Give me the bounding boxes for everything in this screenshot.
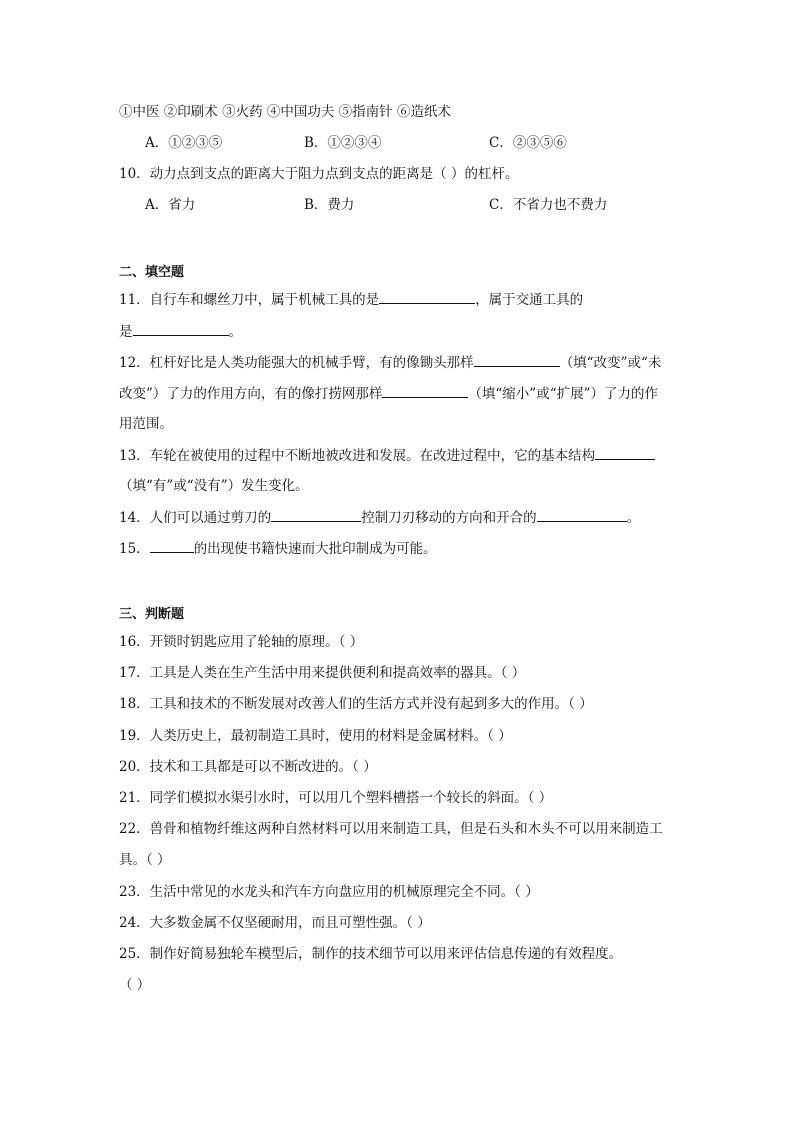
q16-line: 16．开锁时钥匙应用了轮轴的原理。（ ） [119, 634, 364, 650]
q9-option-c: C．②③⑤⑥ [489, 135, 567, 151]
q9-items: ①中医 ②印刷术 ③火药 ④中国功夫 ⑤指南针 ⑥造纸术 [119, 104, 451, 120]
q12-line3: 用范围。 [119, 416, 173, 432]
q19-line: 19．人类历史上，最初制造工具时，使用的材料是金属材料。（ ） [119, 728, 512, 744]
q15-line [119, 539, 437, 558]
q10-option-c: C．不省力也不费力 [489, 197, 608, 213]
q14-text-1: 14．人们可以通过剪刀的 [119, 510, 272, 526]
q12-text-3: 改变”）了力的作用方向，有的像打捞网那样 [119, 386, 383, 402]
q14-line [119, 508, 640, 527]
q25-line2: （ ） [119, 977, 151, 993]
q9-option-b: B．①②③④ [304, 135, 382, 151]
q14-text-3: 。 [626, 510, 641, 526]
q11-text-1: 11．自行车和螺丝刀中，属于机械工具的是 [119, 292, 380, 308]
q11-line2 [119, 322, 242, 341]
q12-text-4: （填“缩小”或“扩展”）了力的作 [468, 386, 659, 402]
q12-line2 [119, 384, 658, 403]
q9-option-a: A．①②③⑤ [145, 135, 223, 151]
q11-text-2: ，属于交通工具的 [475, 292, 584, 308]
section-judgement-title: 三、判断题 [119, 607, 185, 622]
q18-line: 18．工具和技术的不断发展对改善人们的生活方式并没有起到多大的作用。（ ） [119, 696, 593, 712]
q24-line: 24．大多数金属不仅坚硬耐用，而且可塑性强。（ ） [119, 915, 431, 931]
q15-number: 15． [119, 541, 150, 557]
q10-stem: 10．动力点到支点的距离大于阻力点到支点的距离是（ ）的杠杆。 [119, 166, 519, 182]
q12-blank-2[interactable] [382, 384, 468, 398]
q12-text-2: （填“改变”或“未 [559, 355, 662, 371]
q10-option-b: B．费力 [304, 197, 355, 213]
q13-line1 [119, 446, 655, 465]
q11-text-3: 是 [119, 324, 133, 340]
q25-line1: 25．制作好简易独轮车模型后，制作的技术细节可以用来评估信息传递的有效程度。 [119, 946, 623, 962]
q15-blank[interactable] [150, 539, 194, 553]
q12-blank-1[interactable] [474, 353, 560, 367]
q14-blank-2[interactable] [537, 508, 627, 522]
q12-line1 [119, 353, 661, 372]
q11-line1 [119, 290, 583, 309]
q10-option-a: A．省力 [145, 197, 196, 213]
q17-line: 17．工具是人类在生产生活中用来提供便利和提高效率的器具。（ ） [119, 665, 526, 681]
q13-line2: （填“有”或“没有”）发生变化。 [119, 478, 309, 494]
q20-line: 20．技术和工具都是可以不断改进的。（ ） [119, 759, 377, 775]
q22-line1: 22．兽骨和植物纤维这两种自然材料可以用来制造工具，但是石头和木头不可以用来制造工 [119, 821, 663, 837]
q11-text-4: 。 [228, 324, 242, 340]
q21-line: 21．同学们模拟水渠引水时，可以用几个塑料槽搭一个较长的斜面。（ ） [119, 790, 553, 806]
q13-text-1: 13．车轮在被使用的过程中不断地被改进和发展。在改进过程中，它的基本结构 [119, 448, 596, 464]
q23-line: 23．生活中常见的水龙头和汽车方向盘应用的机械原理完全不同。（ ） [119, 884, 539, 900]
q13-blank[interactable] [595, 446, 655, 460]
q14-text-2: 控制刀刃移动的方向和开合的 [361, 510, 537, 526]
q11-blank-1[interactable] [379, 290, 475, 304]
q12-text-1: 12．杠杆好比是人类功能强大的机械手臂，有的像锄头那样 [119, 355, 474, 371]
section-fill-blank-title: 二、填空题 [119, 265, 185, 280]
q15-text: 的出现使书籍快速而大批印制成为可能。 [193, 541, 437, 557]
q22-line2: 具。（ ） [119, 852, 171, 868]
q14-blank-1[interactable] [271, 508, 361, 522]
q11-blank-2[interactable] [133, 322, 229, 336]
